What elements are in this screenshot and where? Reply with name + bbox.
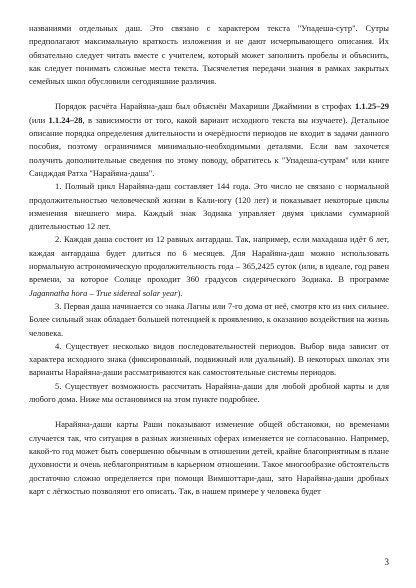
point-2-tail: ). — [177, 287, 183, 298]
order-text-part2: (или — [29, 114, 49, 125]
point-3: 3. Первая даша начинается со знака Лагны или 7-го дома от неё, смотря кто из них сильнее. Более сильный знак обладает большей потенцией к проявлению, к оказанию воздействия на жизнь человека. — [29, 300, 389, 338]
program-setting-name: Jagannatha hora – True sidereal solar year — [29, 287, 178, 298]
order-paragraph — [29, 100, 389, 180]
point-1: 1. Полный цикл Нарайяна-даш составляет 144 года. Это число не связано с нормальной продолжительностью человеческой жизни в Кали-югу (120 лет) и показывает некоторые циклы изменения внешнего мира. Каждый знак Зодиака управляет двумя циклами суммарной длительностью 12 лет. — [29, 181, 389, 232]
verse-reference: 1.1.25–29 — [355, 101, 389, 112]
verse-reference-alt: 1.1.24–28 — [48, 114, 83, 125]
point-2-text: 2. Каждая даша состоит из 12 равных антардаш. Так, например, если махадаша идёт 6 лет, каждая антардаша будет длиться по 6 месяцев. Для Нарайяна-даш можно использовать нормальную астрономическую продолжительность года – 365,2425 суток (или, в идеале, год равен времени, за которое Солнце проходит 360 градусов сидерического Зодиака. В программе — [29, 234, 389, 285]
point-5: 5. Существует возможность рассчитать Нарайяна-даши для любой дробной карты и для любого дома. Ниже мы остановимся на этом пункте подробнее. — [29, 380, 389, 405]
point-2 — [29, 233, 389, 299]
closing-paragraph: Нарайяна-даши карты Раши показывают изменение общей обстановки, но временами случается так, что ситуация в разных жизненных сферах изменяется не согласованно. Например, какой-то год может быть совершенно обычным в отношении детей, крайне благоприятным в плане духовности и очень неблагоприятным в карьерном отношении. Такое многообразие обстоятельств достаточно сложно определяется при помощи Вимшоттари-даш, зато Нарайяна-даши дробных карт с лёгкостью позволяют его описать. Так, в нашем примере у человека будет — [29, 419, 389, 496]
point-4: 4. Существует несколько видов последовательностей периодов. Выбор вида зависит от характера исходного знака (фиксированный, подвижный или дуальный). В некоторых школах эти варианты Нарайяна-даши рассматриваются как самостоятельные системы периодов. — [29, 340, 389, 378]
page-number: 3 — [384, 557, 389, 567]
order-text-part3: , в зависимости от того, какой вариант исходного текста вы изучаете). Детальное описание порядка определения длительности и очерёдности периодов не входит в задачи данного пособия, поэтому ограничимся минимально-необходимыми деталями. Если вам захочется получить дополнительные сведения по этому поводу, обратитесь к "Упадеша-сутрам" или книге Сандждая Ратха "Нарайяна-даша". — [29, 114, 390, 178]
order-text-part1: Порядок расчёта Нарайяна-даш был объяснён Махариши Джаймини в строфах — [55, 101, 355, 112]
intro-paragraph: названиями отдельных даш. Это связано с характером текста "Упадеша-сутр". Сутры предполагают максимальную краткость изложения и не дают исчерпывающего описания. Их обязательно следует читать вместе с учителем, который может заполнить пробелы и объяснить, как следует понимать сложные места текста. Тысячелетия передачи знания в рамках закрытых семейных школ обусловили сегодняшние различия. — [29, 23, 389, 87]
